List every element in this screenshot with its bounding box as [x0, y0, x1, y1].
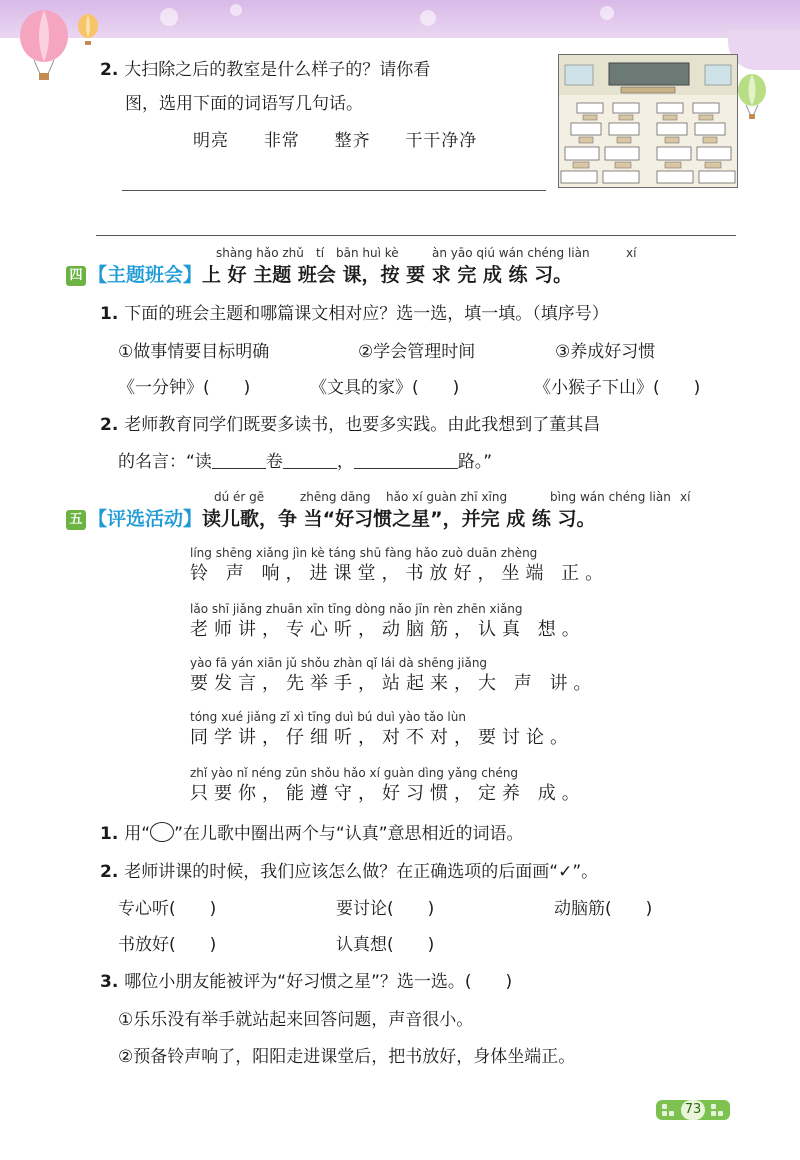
- section-4-question-2-line-1: 2. 老师教育同学们既要多读书，也要多实践。由此我想到了董其昌: [100, 415, 601, 435]
- theme-option: ②学会管理时间: [358, 342, 476, 362]
- bubble-decoration: [600, 6, 614, 20]
- section-5-heading: [66, 506, 595, 532]
- page-number-badge: [656, 1100, 730, 1120]
- section-5-question-1: 1. 用“ ”在儿歌中圈出两个与“认真”意思相近的词语。: [100, 824, 524, 844]
- theme-option: ①做事情要目标明确: [118, 342, 270, 362]
- header-band-corner: [728, 30, 800, 70]
- section-number-badge: 五: [66, 510, 86, 530]
- answer-line[interactable]: [96, 235, 736, 236]
- section-instruction: 读儿歌，争 当“好习惯之星”，并完 成 练 习。: [202, 508, 596, 530]
- circle-icon: [150, 822, 174, 842]
- classroom-illustration: [558, 54, 738, 188]
- fill-blank[interactable]: [283, 450, 337, 469]
- poem-line: 要发言，先举手，站起来，大 声 讲。: [190, 673, 598, 694]
- section-5-pinyin: dú ér gē zhēng dāng hǎo xí guàn zhī xīng bìng wán chéng liàn xí: [214, 490, 691, 504]
- bubble-decoration: [160, 8, 178, 26]
- theme-options: [0, 340, 800, 364]
- word-option: 非常: [263, 131, 300, 151]
- poem-line: 只要你，能遵守，好习惯，定养 成。: [190, 783, 586, 804]
- section-instruction: 上 好 主题 班会 课，按 要 求 完 成 练 习。: [202, 264, 573, 286]
- section-title: 【主题班会】: [88, 264, 203, 286]
- answer-option[interactable]: 认真想( ): [336, 935, 435, 955]
- word-option: 明亮: [193, 131, 229, 151]
- small-balloon-icon: [732, 72, 772, 122]
- poem-pinyin-line: zhǐ yào nǐ néng zūn shǒu hǎo xí guàn dìng yǎng chéng: [190, 766, 519, 780]
- bubble-decoration: [420, 10, 436, 26]
- section-5-question-2: 2. 老师讲课的时候，我们应该怎么做？在正确选项的后面画“✓”。: [100, 862, 599, 882]
- answer-option[interactable]: 书放好( ): [118, 935, 217, 955]
- answer-options-row-2: [0, 933, 800, 957]
- answer-line[interactable]: [122, 190, 546, 191]
- section-title: 【评选活动】: [88, 508, 203, 530]
- answer-option[interactable]: 专心听( ): [118, 899, 217, 919]
- section-4-question-1: 1. 下面的班会主题和哪篇课文相对应？选一选，填一填。（填序号）: [100, 304, 609, 324]
- theme-option: ③养成好习惯: [555, 342, 656, 362]
- lesson-answer-blank[interactable]: 《文具的家》( ): [310, 378, 460, 398]
- section-4-heading: [66, 262, 572, 288]
- section-4-question-2-line-2: 的名言：“读 卷 ， 路。”: [118, 452, 493, 472]
- poem-pinyin-line: líng shēng xiǎng jìn kè táng shū fàng hǎo zuò duān zhèng: [190, 546, 538, 560]
- poem-line: 铃 声 响，进课堂，书放好，坐端 正。: [190, 563, 610, 584]
- poem-line: 同学讲，仔细听，对不对，要讨论。: [190, 727, 574, 748]
- word-choices: [193, 129, 477, 153]
- choice-option: ②预备铃声响了，阳阳走进课堂后，把书放好，身体坐端正。: [118, 1047, 576, 1067]
- fill-blank[interactable]: [212, 450, 266, 469]
- answer-options-row-1: [0, 897, 800, 921]
- header-band: [0, 0, 800, 38]
- fill-blank[interactable]: [354, 450, 458, 469]
- question-2-line-1: 2. 大扫除之后的教室是什么样子的？请你看: [100, 60, 431, 80]
- poem-pinyin-line: tóng xué jiǎng zǐ xì tīng duì bú duì yào tǎo lùn: [190, 710, 466, 724]
- word-option: 整齐: [334, 131, 371, 151]
- word-option: 干干净净: [405, 131, 478, 151]
- answer-option[interactable]: 要讨论( ): [336, 899, 435, 919]
- lesson-answers: [0, 376, 800, 400]
- section-number-badge: 四: [66, 266, 86, 286]
- poem-pinyin-line: lǎo shī jiǎng zhuān xīn tīng dòng nǎo jīn rèn zhēn xiǎng: [190, 602, 523, 616]
- poem-pinyin-line: yào fā yán xiān jǔ shǒu zhàn qǐ lái dà shēng jiǎng: [190, 656, 488, 670]
- answer-option[interactable]: 动脑筋( ): [554, 899, 653, 919]
- lesson-answer-blank[interactable]: 《小猴子下山》( ): [534, 378, 701, 398]
- bubble-decoration: [230, 4, 242, 16]
- question-2-line-2: 图，选用下面的词语写几句话。: [125, 94, 363, 114]
- section-5-question-3: 3. 哪位小朋友能被评为“好习惯之星”？选一选。( ): [100, 972, 513, 992]
- lesson-answer-blank[interactable]: 《一分钟》( ): [118, 378, 251, 398]
- choice-option: ①乐乐没有举手就站起来回答问题，声音很小。: [118, 1010, 474, 1030]
- poem-line: 老师讲，专心听，动脑筋，认真 想。: [190, 619, 586, 640]
- page-number: 73: [681, 1100, 705, 1120]
- hot-air-balloon-icon: [4, 4, 100, 84]
- section-4-pinyin: shàng hǎo zhǔ tí bān huì kè àn yāo qiú wán chéng liàn xí: [216, 246, 637, 260]
